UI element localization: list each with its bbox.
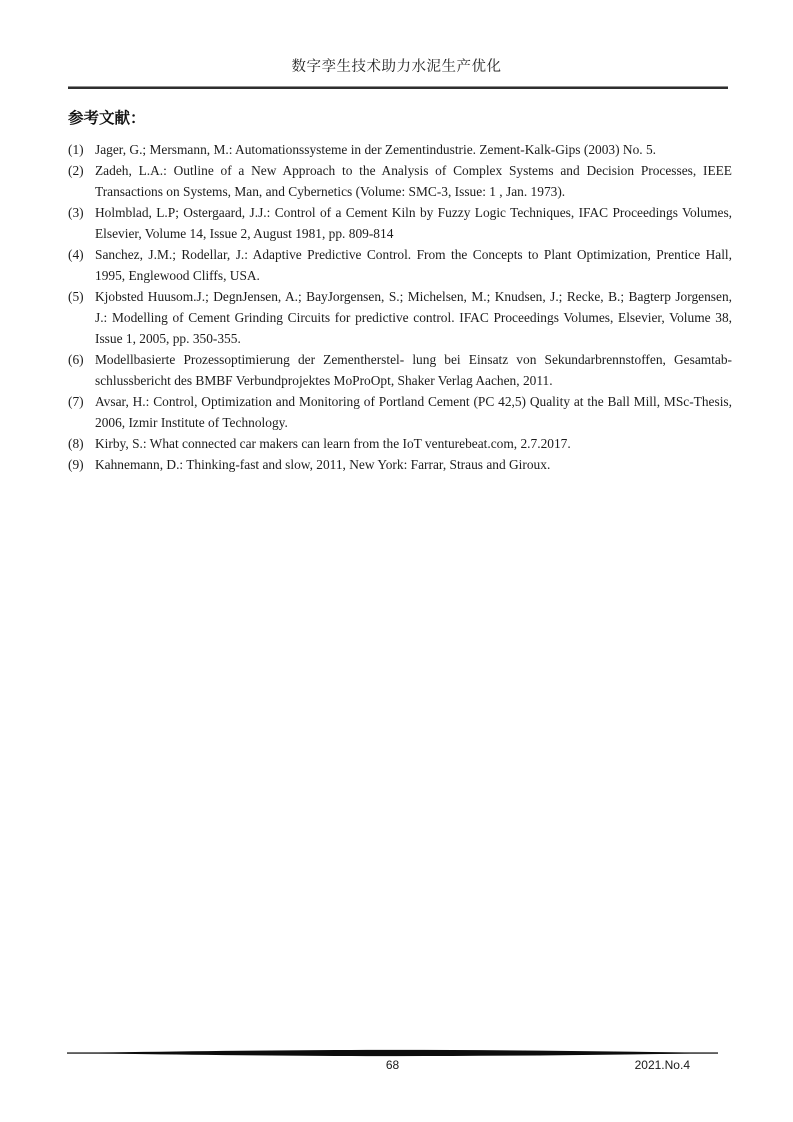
references-heading: 参考文献：: [68, 110, 146, 127]
reference-item: [68, 202, 732, 244]
reference-text: Avsar, H.: Control, Optimization and Monitoring of Portland Cement (PC 42,5) Quality at the Ball Mill, MSc-Thesis, 2006, Izmir Institute of Technology.: [95, 394, 732, 430]
reference-text: Jager, G.; Mersmann, M.: Automationssysteme in der Zementindustrie. Zement-Kalk-Gips (2003) No. 5.: [95, 142, 657, 157]
reference-item: [68, 244, 732, 286]
page-footer: [67, 1058, 718, 1074]
running-title: 数字孪生技术助力水泥生产优化: [291, 59, 502, 75]
header-rule: [68, 86, 728, 89]
reference-list: [68, 139, 732, 475]
reference-text: Kirby, S.: What connected car makers can learn from the IoT venturebeat.com, 2.7.2017.: [95, 436, 571, 451]
reference-text: Modellbasierte Prozessoptimierung der Zementherstel- lung bei Einsatz von Sekundarbrennstoffen, Gesamtab-schlussbericht des BMBF Verbundprojektes MoProOpt, Shaker Verlag Aachen, 2011.: [95, 352, 732, 388]
reference-item: [68, 391, 732, 433]
reference-item: [68, 286, 732, 349]
reference-item: [68, 139, 732, 160]
reference-number: (9): [68, 457, 84, 472]
reference-item: [68, 433, 732, 454]
reference-number: (8): [68, 436, 84, 451]
references-section: [68, 108, 732, 475]
reference-number: (2): [68, 163, 84, 178]
reference-text: Holmblad, L.P; Ostergaard, J.J.: Control of a Cement Kiln by Fuzzy Logic Techniques, IFAC Proceedings Volumes, Elsevier, Volume 14, Issue 2, August 1981, pp. 809-814: [95, 205, 732, 241]
reference-number: (4): [68, 247, 84, 262]
reference-number: (7): [68, 394, 84, 409]
issue-label: 2021.No.4: [634, 1058, 690, 1072]
reference-number: (6): [68, 352, 84, 367]
reference-text: Zadeh, L.A.: Outline of a New Approach to the Analysis of Complex Systems and Decision Processes, IEEE Transactions on Systems, Man, and Cybernetics (Volume: SMC-3, Issue: 1 , Jan. 1973).: [95, 163, 732, 199]
footer-rule: [67, 1049, 718, 1057]
reference-number: (3): [68, 205, 84, 220]
reference-text: Kjobsted Huusom.J.; DegnJensen, A.; BayJorgensen, S.; Michelsen, M.; Knudsen, J.; Recke, B.; Bagterp Jorgensen, J.: Modelling of Cement Grinding Circuits for predictive control. IFAC Proceedings Volumes, Elsevier, Volume 38, Issue 1, 2005, pp. 350-355.: [95, 289, 732, 346]
reference-text: Sanchez, J.M.; Rodellar, J.: Adaptive Predictive Control. From the Concepts to Plant Optimization, Prentice Hall, 1995, Englewood Cliffs, USA.: [95, 247, 732, 283]
reference-item: [68, 349, 732, 391]
reference-item: [68, 160, 732, 202]
reference-number: (5): [68, 289, 84, 304]
reference-text: Kahnemann, D.: Thinking-fast and slow, 2011, New York: Farrar, Straus and Giroux.: [95, 457, 551, 472]
reference-item: [68, 454, 732, 475]
page-number: 68: [385, 1058, 400, 1072]
reference-number: (1): [68, 142, 84, 157]
